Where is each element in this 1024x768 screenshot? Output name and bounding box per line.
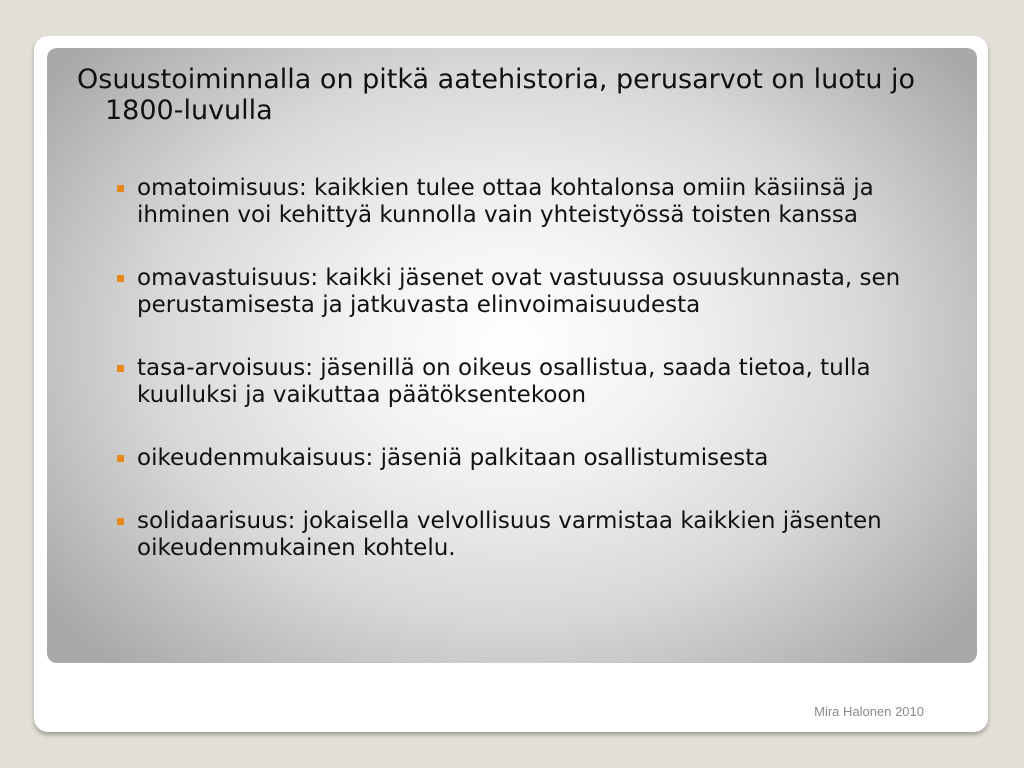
bullet-item [117, 175, 947, 229]
bullet-text: oikeudenmukaisuus: jäseniä palkitaan osallistumisesta [137, 445, 769, 471]
bullet-text: solidaarisuus: jokaisella velvollisuus varmistaa kaikkien jäsenten oikeudenmukainen kohtelu. [137, 508, 882, 561]
square-bullet-icon [117, 365, 124, 372]
slide-heading: Osuustoiminnalla on pitkä aatehistoria, perusarvot on luotu jo 1800-luvulla [77, 64, 916, 126]
bullet-item [117, 508, 947, 562]
bullet-text: omavastuisuus: kaikki jäsenet ovat vastuussa osuuskunnasta, sen perustamisesta ja jatkuvasta elinvoimaisuudesta [137, 265, 901, 318]
content-panel [47, 48, 977, 663]
slide-footer: Mira Halonen 2010 [814, 704, 924, 719]
bullet-item [117, 355, 947, 409]
bullet-text: tasa-arvoisuus: jäsenillä on oikeus osallistua, saada tietoa, tulla kuulluksi ja vaikuttaa päätöksentekoon [137, 355, 871, 408]
square-bullet-icon [117, 275, 124, 282]
bullet-text: omatoimisuus: kaikkien tulee ottaa kohtalonsa omiin käsiinsä ja ihminen voi kehittyä kunnolla vain yhteistyössä toisten kanssa [137, 175, 874, 228]
square-bullet-icon [117, 185, 124, 192]
bullet-list [117, 175, 947, 562]
bullet-item [117, 445, 947, 472]
square-bullet-icon [117, 518, 124, 525]
square-bullet-icon [117, 455, 124, 462]
slide [34, 36, 988, 732]
bullet-item [117, 265, 947, 319]
